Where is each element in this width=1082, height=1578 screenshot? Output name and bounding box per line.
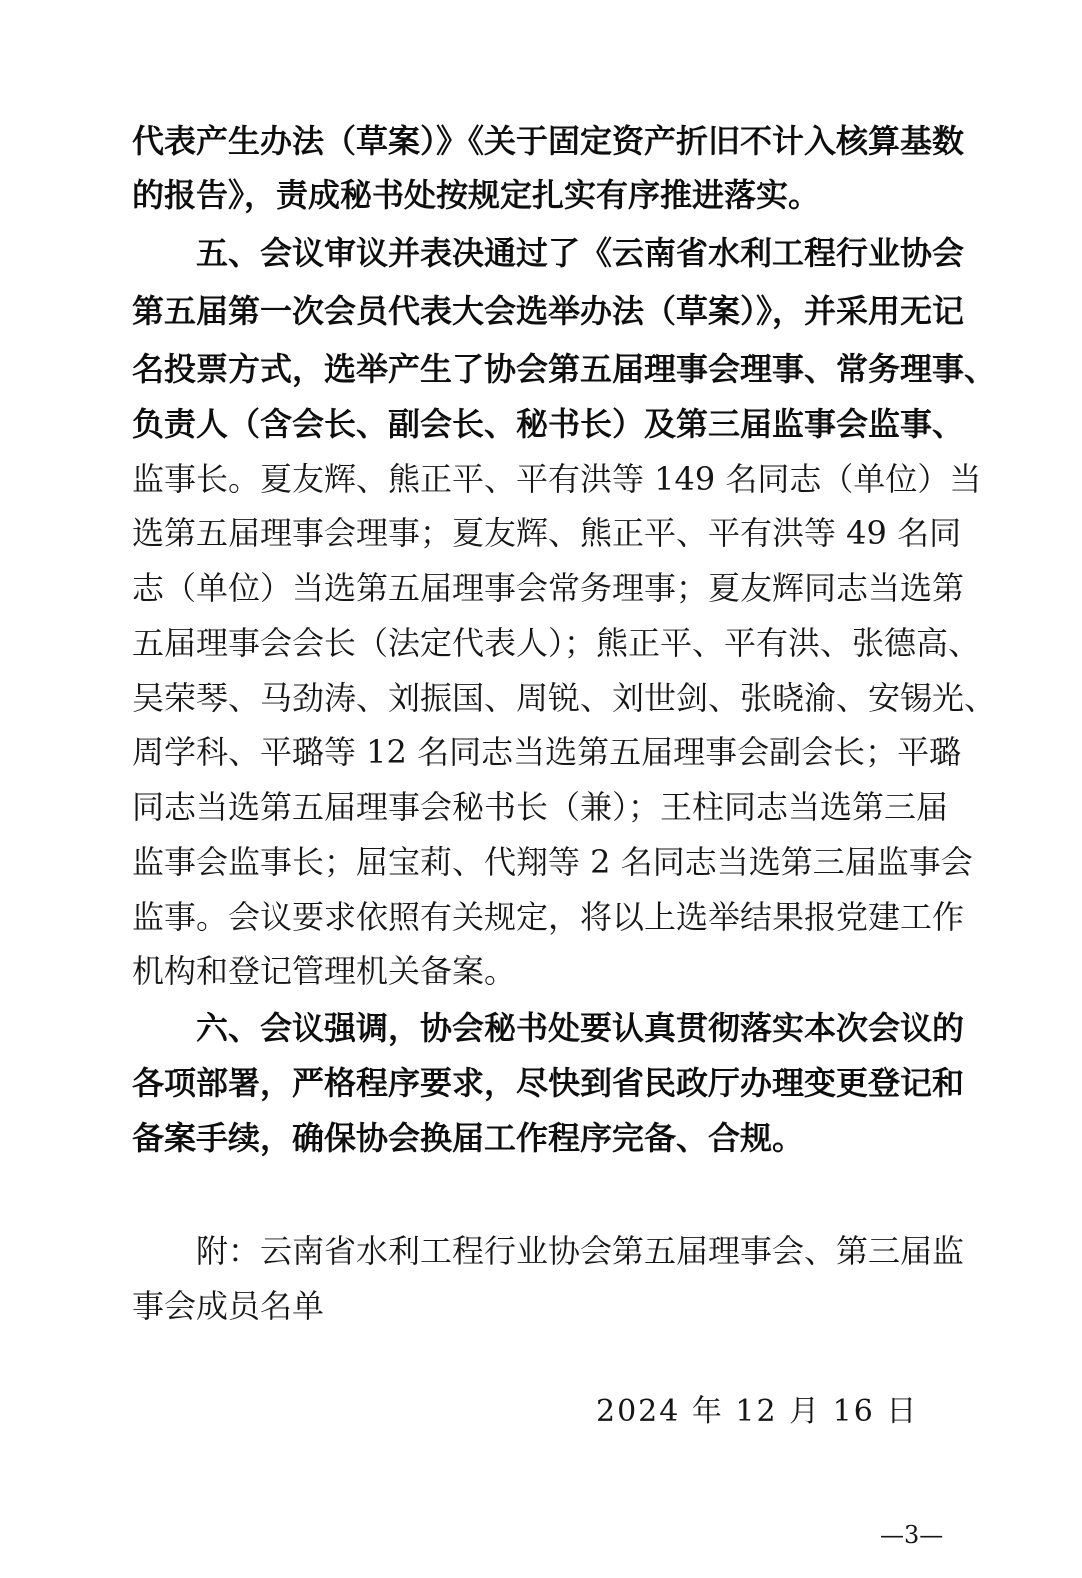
paragraph-5-line-10: 周学科、平璐等 12 名同志当选第五届理事会副会长；平璐 xyxy=(132,733,962,771)
paragraph-5-line-2: 第五届第一次会员代表大会选举办法（草案）》，并采用无记 xyxy=(132,292,965,330)
paragraph-5-line-3: 名投票方式，选举产生了协会第五届理事会理事、常务理事、 xyxy=(132,350,997,388)
paragraph-5-line-14: 机构和登记管理机关备案。 xyxy=(132,952,517,990)
attachment-line-1: 附：云南省水利工程行业协会第五届理事会、第三届监 xyxy=(196,1232,965,1270)
paragraph-5-line-12: 监事会监事长；屈宝莉、代翔等 2 名同志当选第三届监事会 xyxy=(132,843,973,881)
paragraph-4-line-1: 代表产生办法（草案）》《关于固定资产折旧不计入核算基数 xyxy=(132,122,965,160)
paragraph-5-line-4: 负责人（含会长、副会长、秘书长）及第三届监事会监事、 xyxy=(132,405,965,443)
paragraph-6-line-1: 六、会议强调，协会秘书处要认真贯彻落实本次会议的 xyxy=(196,1009,965,1047)
paragraph-5-line-1: 五、会议审议并表决通过了《云南省水利工程行业协会 xyxy=(196,234,965,272)
paragraph-6-line-3: 备案手续，确保协会换届工作程序完备、合规。 xyxy=(132,1119,805,1157)
page-number: —3— xyxy=(880,1521,944,1549)
paragraph-5-line-6: 选第五届理事会理事；夏友辉、熊正平、平有洪等 49 名同 xyxy=(132,514,962,552)
paragraph-5-line-11: 同志当选第五届理事会秘书长（兼）；王柱同志当选第三届 xyxy=(132,788,949,826)
paragraph-5-line-13: 监事。会议要求依照有关规定，将以上选举结果报党建工作 xyxy=(132,898,965,936)
paragraph-5-line-9: 吴荣琴、马劲涛、刘振国、周锐、刘世剑、张晓渝、安锡光、 xyxy=(132,679,997,717)
attachment-line-2: 事会成员名单 xyxy=(132,1287,325,1325)
paragraph-5-line-8: 五届理事会会长（法定代表人）；熊正平、平有洪、张德高、 xyxy=(132,624,981,662)
paragraph-6-line-2: 各项部署，严格程序要求，尽快到省民政厅办理变更登记和 xyxy=(132,1064,965,1102)
paragraph-5-line-5: 监事长。夏友辉、熊正平、平有洪等 149 名同志（单位）当 xyxy=(132,460,982,498)
paragraph-5-line-7: 志（单位）当选第五届理事会常务理事；夏友辉同志当选第 xyxy=(132,569,965,607)
paragraph-4-line-2: 的报告》，责成秘书处按规定扎实有序推进落实。 xyxy=(132,176,821,214)
document-date: 2024 年 12 月 16 日 xyxy=(596,1394,919,1429)
